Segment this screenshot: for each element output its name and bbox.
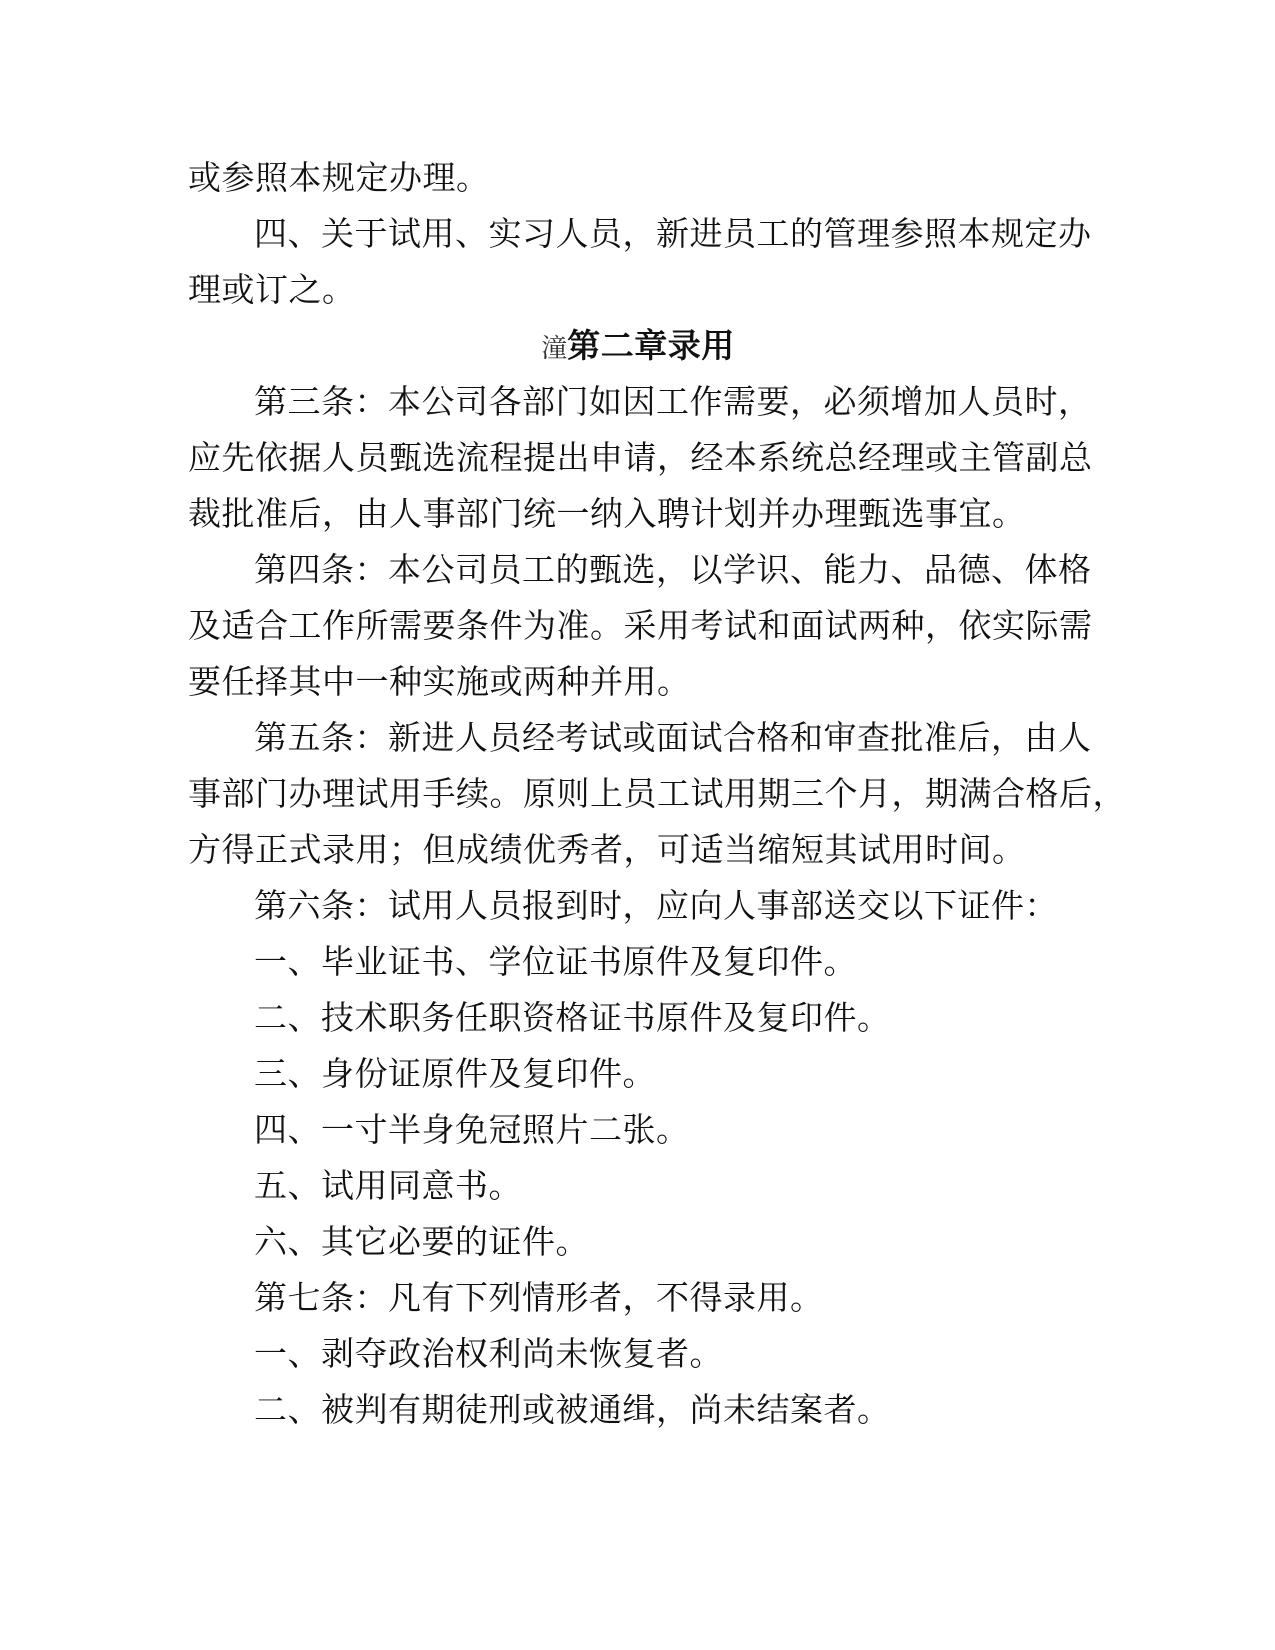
paragraph-line: 或参照本规定办理。 [188,158,490,197]
chapter-heading-title: 第二章录用 [567,326,735,365]
article-5-line: 第五条：新进人员经考试或面试合格和审查批准后，由人 [254,718,1092,757]
article-4-line: 第四条：本公司员工的甄选，以学识、能力、品德、体格 [254,550,1092,589]
article-5-line: 方得正式录用；但成绩优秀者，可适当缩短其试用时间。 [188,830,1026,869]
chapter-heading [188,318,1088,374]
article-3-line: 裁批准后，由人事部门统一纳入聘计划并办理甄选事宜。 [188,494,1026,533]
list-item: 六、其它必要的证件。 [254,1222,589,1261]
article-3-line: 应先依据人员甄选流程提出申请，经本系统总经理或主管副总 [188,438,1093,477]
document-body [188,150,1126,1438]
list-item: 一、毕业证书、学位证书原件及复印件。 [254,942,857,981]
list-item: 三、身份证原件及复印件。 [254,1054,656,1093]
list-item: 一、剥夺政治权利尚未恢复者。 [254,1334,723,1373]
article-4-line: 要任择其中一种实施或两种并用。 [188,662,691,701]
paragraph-line: 理或订之。 [188,270,356,309]
chapter-heading-marker: 潼 [541,334,562,364]
list-item: 五、试用同意书。 [254,1166,522,1205]
article-7-line: 第七条：凡有下列情形者，不得录用。 [254,1278,824,1317]
article-4-line: 及适合工作所需要条件为准。采用考试和面试两种，依实际需 [188,606,1093,645]
list-item: 二、技术职务任职资格证书原件及复印件。 [254,998,891,1037]
paragraph-line: 四、关于试用、实习人员，新进员工的管理参照本规定办 [254,214,1092,253]
article-5-line: 事部门办理试用手续。原则上员工试用期三个月，期满合格后， [188,774,1126,813]
article-3-line: 第三条：本公司各部门如因工作需要，必须增加人员时， [254,382,1092,421]
article-6-line: 第六条：试用人员报到时，应向人事部送交以下证件： [254,886,1058,925]
list-item: 四、一寸半身免冠照片二张。 [254,1110,690,1149]
list-item: 二、被判有期徒刑或被通缉，尚未结案者。 [254,1390,891,1429]
